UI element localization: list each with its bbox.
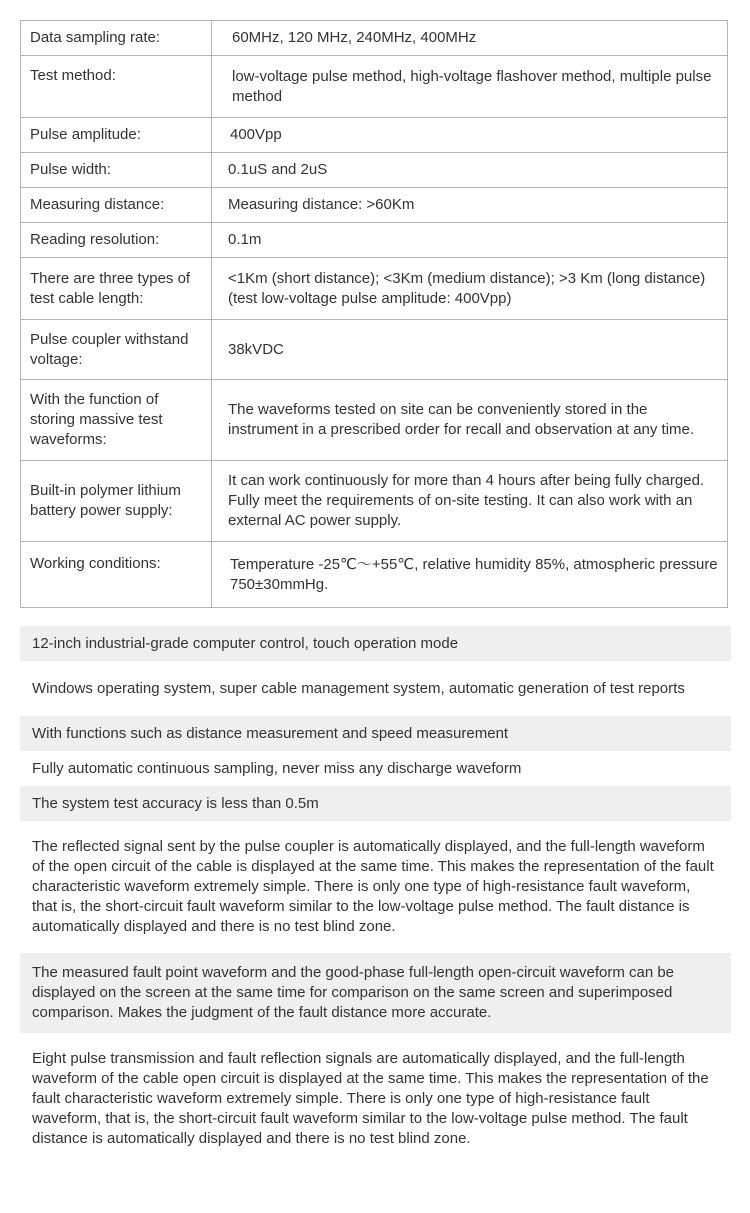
spec-value: 60MHz, 120 MHz, 240MHz, 400MHz: [212, 21, 728, 56]
spec-value: <1Km (short distance); <3Km (medium distance); >3 Km (long distance) (test low-voltage pulse amplitude: 400Vpp): [212, 258, 728, 320]
spec-label: Test method:: [21, 56, 212, 118]
spec-row: [21, 461, 728, 542]
spec-row: [21, 258, 728, 320]
spec-value: 0.1uS and 2uS: [212, 153, 728, 188]
spec-label: There are three types of test cable length:: [21, 258, 212, 320]
feature-item: Fully automatic continuous sampling, never miss any discharge waveform: [32, 759, 522, 777]
spec-label: Reading resolution:: [21, 223, 212, 258]
feature-item: Windows operating system, super cable management system, automatic generation of test reports: [32, 679, 685, 697]
spec-label: With the function of storing massive test waveforms:: [21, 380, 212, 461]
feature-item: With functions such as distance measurement and speed measurement: [20, 716, 731, 751]
spec-row: [21, 153, 728, 188]
spec-value: It can work continuously for more than 4 hours after being fully charged. Fully meet the requirements of on-site testing. It can also work with an external AC power supply.: [212, 461, 728, 542]
spec-label: Pulse coupler withstand voltage:: [21, 320, 212, 380]
spec-row: [21, 320, 728, 380]
feature-list: [20, 626, 731, 1165]
feature-item: 12-inch industrial-grade computer control, touch operation mode: [20, 626, 731, 661]
spec-value: Measuring distance: >60Km: [212, 188, 728, 223]
feature-item: The measured fault point waveform and the good-phase full-length open-circuit waveform can be displayed on the screen at the same time for comparison on the same screen and superimposed comparison. Makes the judgment of the fault distance more accurate.: [20, 953, 731, 1033]
spec-label: Data sampling rate:: [21, 21, 212, 56]
spec-value: low-voltage pulse method, high-voltage flashover method, multiple pulse method: [212, 56, 728, 118]
feature-item: The reflected signal sent by the pulse coupler is automatically displayed, and the full-length waveform of the open circuit of the cable is displayed at the same time. This makes the representation of the fault characteristic waveform extremely simple. There is only one type of high-resistance fault waveform, that is, the short-circuit fault waveform similar to the low-voltage pulse method. The fault distance is automatically displayed and there is no test blind zone.: [32, 838, 714, 935]
feature-item: The system test accuracy is less than 0.5m: [20, 786, 731, 821]
spec-value: 0.1m: [212, 223, 728, 258]
spec-label: Pulse width:: [21, 153, 212, 188]
spec-row: [21, 21, 728, 56]
spec-value: 38kVDC: [212, 320, 728, 380]
spec-value: Temperature -25℃～+55℃, relative humidity 85%, atmospheric pressure 750±30mmHg.: [212, 542, 728, 608]
spec-row: [21, 223, 728, 258]
spec-row: [21, 542, 728, 608]
spec-row: [21, 188, 728, 223]
spec-label: Measuring distance:: [21, 188, 212, 223]
feature-item: Eight pulse transmission and fault reflection signals are automatically displayed, and the full-length waveform of the cable open circuit is displayed at the same time. This makes the representation of the fault characteristic waveform extremely simple. There is only one type of high-resistance fault waveform, that is, the short-circuit fault waveform similar to the low-voltage pulse method. The fault distance is automatically displayed and there is no test blind zone.: [32, 1050, 709, 1147]
spec-row: [21, 118, 728, 153]
spec-value: The waveforms tested on site can be conveniently stored in the instrument in a prescribed order for recall and observation at any time.: [212, 380, 728, 461]
spec-label: Pulse amplitude:: [21, 118, 212, 153]
spec-table: [20, 20, 728, 608]
spec-label: Working conditions:: [21, 542, 212, 608]
spec-label: Built-in polymer lithium battery power supply:: [21, 461, 212, 542]
spec-row: [21, 380, 728, 461]
spec-value: 400Vpp: [212, 118, 728, 153]
spec-row: [21, 56, 728, 118]
